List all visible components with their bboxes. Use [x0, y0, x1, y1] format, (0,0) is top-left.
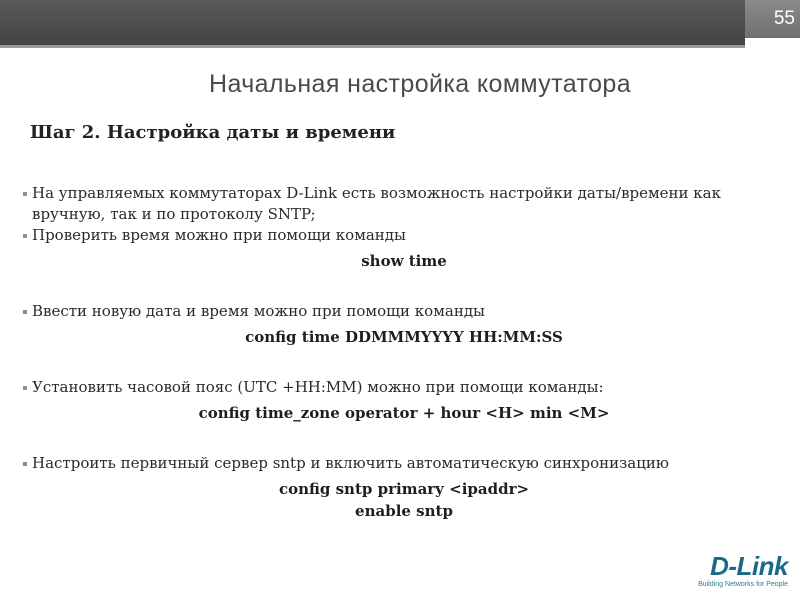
- page-number: 55: [773, 8, 795, 29]
- command-text: config time_zone operator + hour <H> min <M>: [198, 404, 610, 422]
- bullet-item: Проверить время можно при помощи команды: [20, 225, 780, 246]
- logo-wordmark: D-Link: [710, 551, 788, 581]
- header-bar: [0, 0, 745, 45]
- header-bar-edge: [0, 45, 745, 48]
- bullet-item: Настроить первичный сервер sntp и включить автоматическую синхронизацию: [20, 453, 780, 474]
- slide-content: [20, 183, 780, 522]
- command-text: config time DDMMMYYYY HH:MM:SS: [245, 328, 563, 346]
- bullet-item: Ввести новую дата и время можно при помощи команды: [20, 301, 780, 322]
- logo-tagline: Building Networks for People: [698, 581, 788, 588]
- command-text: show time: [361, 252, 447, 270]
- slide-subtitle: Шаг 2. Настройка даты и времени: [30, 122, 396, 143]
- spacer: [20, 272, 780, 301]
- slide-title: Начальная настройка коммутатора: [209, 70, 631, 98]
- command-text: config sntp primary <ipaddr>: [278, 480, 530, 498]
- bullet-item: На управляемых коммутаторах D-Link есть возможность настройки даты/времени как вручную, так и по протоколу SNTP;: [20, 183, 780, 225]
- spacer: [20, 424, 780, 453]
- bullet-item: Установить часовой пояс (UTC +HH:MM) можно при помощи команды:: [20, 377, 780, 398]
- dlink-logo: [688, 552, 788, 589]
- spacer: [20, 348, 780, 377]
- command-text: enable sntp: [355, 502, 453, 520]
